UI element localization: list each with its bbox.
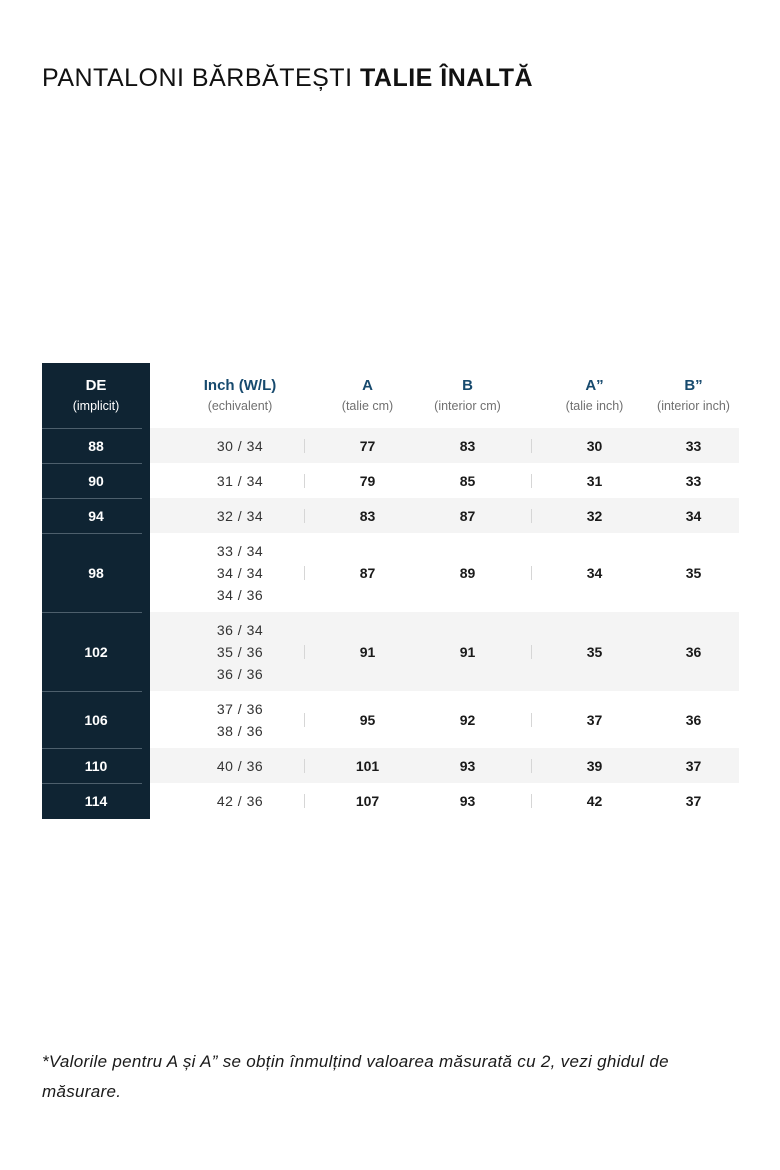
table-header-row [42, 363, 739, 428]
inch-value: 42 / 36 [216, 793, 264, 809]
inch-value: 33 / 34 [216, 542, 264, 559]
cell-a: 101 [355, 757, 380, 774]
column-tick [531, 794, 532, 808]
inch-value: 36 / 36 [216, 665, 264, 682]
header-b-inch-label: B” [684, 376, 703, 394]
header-a-inch-label: A” [585, 376, 604, 394]
cell-b-inch: 34 [685, 507, 702, 524]
inch-value: 32 / 34 [216, 507, 264, 524]
table-row [42, 783, 739, 819]
cell-inch [150, 783, 330, 819]
inch-value: 35 / 36 [216, 643, 264, 660]
cell-b: 87 [459, 507, 476, 524]
table-row [42, 533, 739, 612]
table-row [42, 498, 739, 533]
column-tick [531, 566, 532, 580]
table-row [42, 691, 739, 748]
column-tick [531, 474, 532, 488]
header-a-inch [547, 363, 642, 428]
cell-a-inch: 37 [586, 711, 603, 728]
header-b-sub: (interior cm) [434, 398, 501, 413]
cell-b: 93 [459, 793, 476, 809]
inch-value: 31 / 34 [216, 472, 264, 489]
cell-a: 83 [359, 507, 376, 524]
cell-a-inch: 39 [586, 757, 603, 774]
inch-value: 36 / 34 [216, 621, 264, 638]
inch-value: 30 / 34 [216, 437, 264, 454]
header-a [320, 363, 415, 428]
cell-de: 98 [88, 564, 104, 581]
header-a-sub: (talie cm) [341, 398, 394, 413]
cell-b: 92 [459, 711, 476, 728]
column-tick [304, 713, 305, 727]
header-de-sub: (implicit) [72, 398, 120, 413]
cell-de: 94 [88, 507, 104, 524]
table-row [42, 748, 739, 783]
column-tick [304, 439, 305, 453]
cell-inch [150, 533, 330, 612]
cell-a: 87 [359, 564, 376, 581]
header-b-label: B [462, 376, 473, 394]
column-tick [531, 439, 532, 453]
header-a-label: A [362, 376, 373, 394]
cell-a: 77 [359, 437, 376, 454]
table-row [42, 463, 739, 498]
cell-de: 90 [88, 472, 104, 489]
column-tick [304, 645, 305, 659]
inch-value: 40 / 36 [216, 757, 264, 774]
header-de [42, 363, 150, 428]
cell-b: 89 [459, 564, 476, 581]
inch-value: 38 / 36 [216, 722, 264, 739]
table-row [42, 428, 739, 463]
cell-a-inch: 30 [586, 437, 603, 454]
cell-inch [150, 428, 330, 463]
cell-inch [150, 498, 330, 533]
header-inch-sub: (echivalent) [207, 398, 273, 413]
cell-a-inch: 31 [586, 472, 603, 489]
cell-a-inch: 34 [586, 564, 603, 581]
cell-de: 102 [84, 643, 108, 660]
cell-de: 106 [84, 711, 108, 728]
column-tick [304, 794, 305, 808]
cell-b: 93 [459, 757, 476, 774]
page-title-bold: TALIE ÎNALTĂ [359, 64, 534, 92]
header-b-inch-sub: (interior inch) [657, 398, 730, 413]
column-tick [304, 474, 305, 488]
cell-a-inch: 42 [586, 793, 603, 809]
header-b-inch [642, 363, 745, 428]
cell-a: 95 [359, 711, 376, 728]
header-inch [150, 363, 330, 428]
cell-b-inch: 37 [685, 793, 702, 809]
cell-b: 83 [459, 437, 476, 454]
page-title [42, 64, 533, 93]
column-tick [531, 509, 532, 523]
cell-inch [150, 748, 330, 783]
column-tick [531, 759, 532, 773]
inch-value: 37 / 36 [216, 700, 264, 717]
cell-de: 114 [84, 793, 108, 809]
table-row [42, 612, 739, 691]
header-a-inch-sub: (talie inch) [565, 398, 624, 413]
footnote: *Valorile pentru A și A” se obțin înmulțind valoarea măsurată cu 2, vezi ghidul de măsurare. [42, 1052, 669, 1101]
column-tick [531, 645, 532, 659]
cell-a-inch: 32 [586, 507, 603, 524]
column-tick [304, 566, 305, 580]
cell-b-inch: 37 [685, 757, 702, 774]
page-title-regular: PANTALONI BĂRBĂTEȘTI [42, 64, 353, 92]
cell-inch [150, 691, 330, 748]
cell-a: 107 [355, 793, 380, 809]
cell-inch [150, 612, 330, 691]
cell-a-inch: 35 [586, 643, 603, 660]
cell-a: 91 [359, 643, 376, 660]
cell-inch [150, 463, 330, 498]
header-b [420, 363, 515, 428]
column-tick [531, 713, 532, 727]
inch-value: 34 / 36 [216, 586, 264, 603]
cell-b: 91 [459, 643, 476, 660]
cell-b-inch: 36 [685, 711, 702, 728]
cell-b: 85 [459, 472, 476, 489]
cell-a: 79 [359, 472, 376, 489]
header-de-label: DE [85, 376, 107, 394]
header-inch-label: Inch (W/L) [203, 376, 277, 394]
column-tick [304, 759, 305, 773]
cell-de: 110 [84, 757, 108, 774]
cell-b-inch: 35 [685, 564, 702, 581]
cell-de: 88 [88, 437, 104, 454]
inch-value: 34 / 34 [216, 564, 264, 581]
cell-b-inch: 36 [685, 643, 702, 660]
column-tick [304, 509, 305, 523]
cell-b-inch: 33 [685, 472, 702, 489]
cell-b-inch: 33 [685, 437, 702, 454]
